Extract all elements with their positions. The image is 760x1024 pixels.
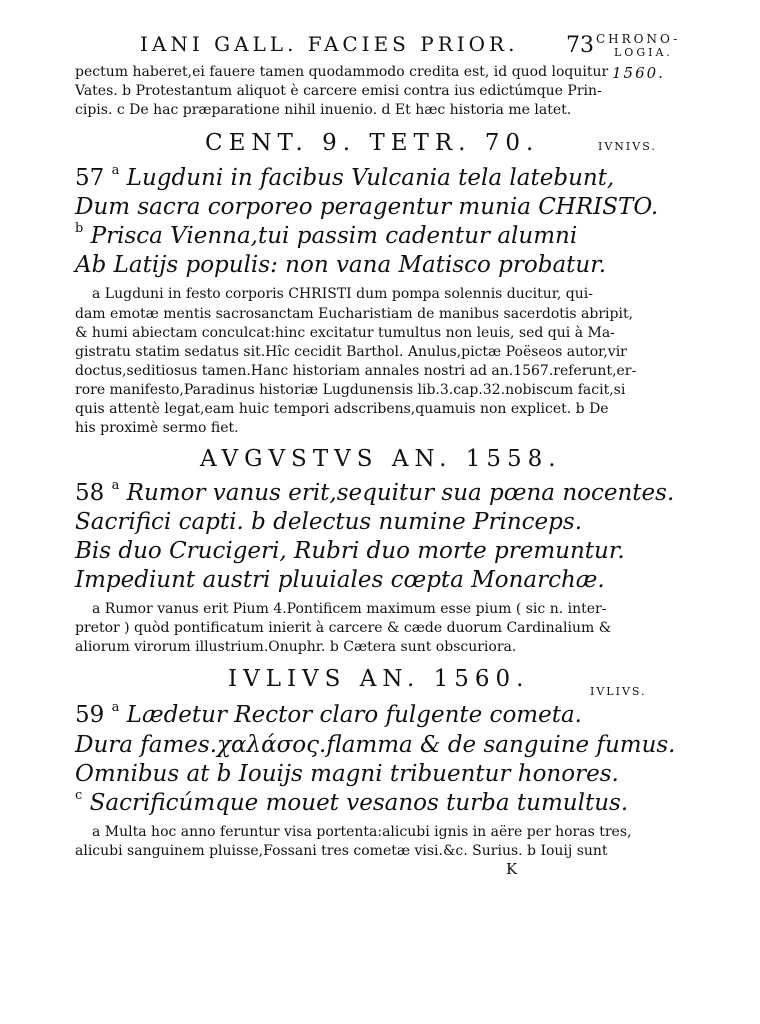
verse-line [75, 480, 674, 506]
verse-line [75, 702, 582, 728]
footnote-marker: b [75, 221, 84, 236]
note-line: pectum haberet,ei fauere tamen quodammodo credita est, id quod loquitur [75, 64, 609, 80]
verse-text: Sacrificúmque mouet vesanos turba tumultus. [89, 790, 629, 816]
verse-text: Dura fames.χαλάσος.flamma & de sanguine fumus. [75, 732, 676, 758]
note-line: dam emotæ mentis sacrosanctam Eucharistiam de manibus sacerdotis abripit, [75, 306, 634, 322]
verse-text: Impediunt austri pluuiales cœpta Monarchæ. [75, 567, 605, 593]
footnote-marker: a [111, 478, 120, 493]
note-line: a Multa hoc anno feruntur visa portenta:alicubi ignis in aëre per horas tres, [92, 824, 632, 840]
note-line: doctus,seditiosus tamen.Hanc historiam annales nostri ad an.1567.referunt,er- [75, 363, 637, 379]
footnote-marker: a [111, 163, 120, 178]
verse-text: Prisca Vienna,tui passim cadentur alumni [90, 223, 578, 249]
section-heading: AVGVSTVS AN. 1558. [200, 446, 562, 472]
verse-line [75, 761, 619, 787]
quatrain-number: 57 [75, 165, 105, 191]
catchword: K [506, 860, 518, 878]
note-line: aliorum virorum illustrium.Onuphr. b Cætera sunt obscuriora. [75, 639, 517, 655]
note-line: alicubi sanguinem pluisse,Fossani tres cometæ visi.&c. Surius. b Iouij sunt [75, 843, 608, 859]
verse-text: Bis duo Crucigeri, Rubri duo morte premuntur. [75, 538, 625, 564]
verse-line [75, 790, 628, 816]
verse-line [75, 252, 606, 278]
note-line: cipis. c De hac præparatione nihil inuenio. d Et hæc historia me latet. [75, 102, 572, 118]
verse-line [75, 567, 605, 593]
note-line: rore manifesto,Paradinus historiæ Lugdunensis lib.3.cap.32.nobiscum facit,si [75, 382, 626, 398]
note-line: gistratu statim sedatus sit.Hîc cecidit Barthol. Anulus,pictæ Poëseos autor,vir [75, 344, 627, 360]
footnote-marker: a [111, 700, 120, 715]
verse-line [75, 509, 582, 535]
note-line: Vates. b Protestantum aliquot è carcere emisi contra ius edictúmque Prin- [75, 83, 602, 99]
note-line: his proximè sermo fiet. [75, 420, 239, 436]
footnote-marker: c [75, 788, 83, 803]
verse-text: Rumor vanus erit,sequitur sua pœna nocentes. [126, 480, 675, 506]
verse-line [75, 194, 658, 220]
section-heading: CENT. 9. TETR. 70. [205, 130, 540, 156]
verse-text: Lugduni in facibus Vulcania tela latebunt, [126, 165, 615, 191]
page-number: 73 [566, 33, 594, 58]
quatrain-number: 59 [75, 702, 105, 728]
note-line: pretor ) quòd pontificatum inierit à carcere & cæde duorum Cardinalium & [75, 620, 612, 636]
running-head: IANI GALL. FACIES PRIOR. [140, 32, 519, 56]
note-line: a Lugduni in festo corporis CHRISTI dum pompa solennis ducitur, qui- [92, 286, 593, 302]
margin-chronologia-1: CHRONO- [596, 32, 681, 46]
margin-chronologia-2: LOGIA. [614, 46, 673, 59]
note-line: a Rumor vanus erit Pium 4.Pontificem maximum esse pium ( sic n. inter- [92, 601, 607, 617]
note-line: & humi abiectam conculcat:hinc excitatur tumultus non leuis, sed qui à Ma- [75, 325, 615, 341]
verse-text: Sacrifici capti. b delectus numine Princeps. [75, 509, 583, 535]
margin-chronologia-year: 1560. [612, 64, 665, 82]
margin-label: IVLIVS. [590, 685, 647, 698]
verse-line [75, 732, 676, 758]
margin-label: IVNIVS. [598, 140, 657, 153]
verse-line [75, 538, 625, 564]
section-heading: IVLIVS AN. 1560. [228, 666, 530, 692]
verse-text: Dum sacra corporeo peragentur munia CHRISTO. [75, 194, 659, 220]
verse-text: Omnibus at b Iouijs magni tribuentur honores. [75, 761, 619, 787]
verse-text: Ab Latijs populis: non vana Matisco probatur. [75, 252, 607, 278]
verse-line [75, 223, 577, 249]
quatrain-number: 58 [75, 480, 105, 506]
verse-line [75, 165, 614, 191]
note-line: quis attentè legat,eam huic tempori adscribens,quamuis non explicet. b De [75, 401, 609, 417]
verse-text: Lædetur Rector claro fulgente cometa. [126, 702, 582, 728]
